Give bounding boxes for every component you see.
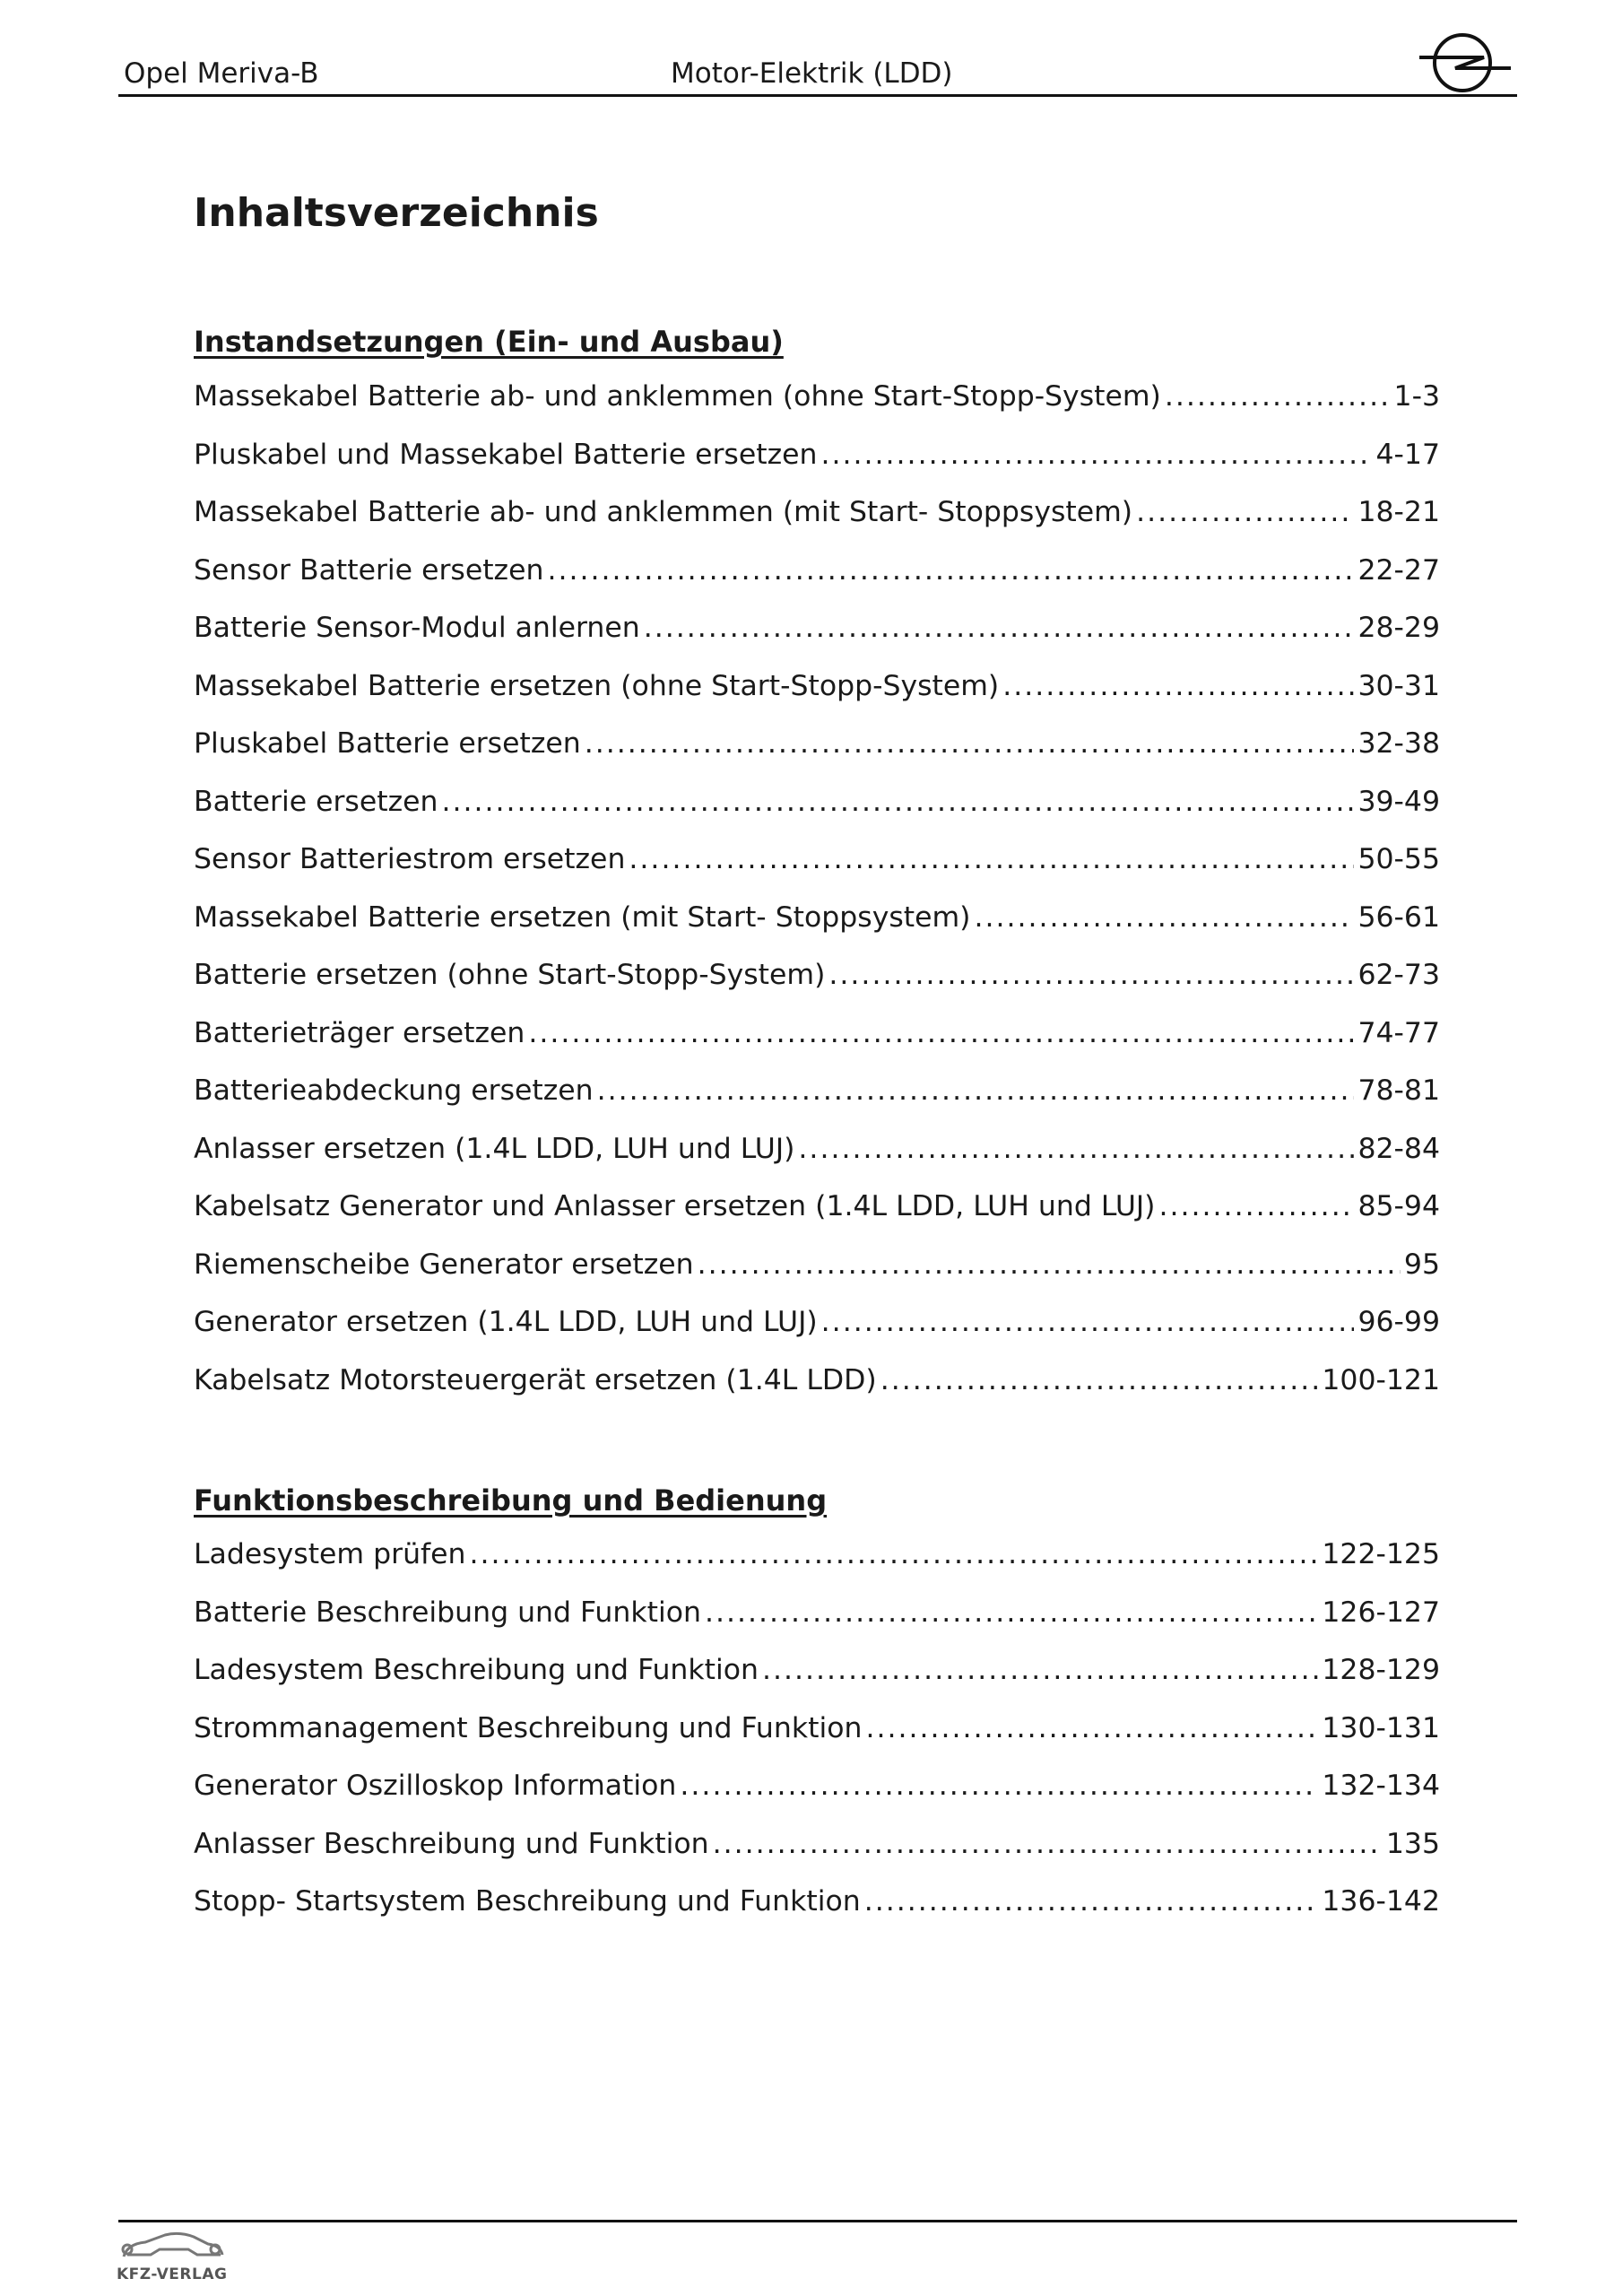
- toc-item-title: Pluskabel Batterie ersetzen: [194, 727, 581, 760]
- toc-item[interactable]: [194, 959, 1440, 1002]
- toc-leader-dots: [629, 843, 1354, 875]
- page-title: Inhaltsverzeichnis: [194, 190, 599, 236]
- opel-logo-icon: [1412, 27, 1515, 95]
- toc-item[interactable]: [194, 380, 1440, 423]
- toc-item[interactable]: [194, 1828, 1440, 1871]
- toc-item[interactable]: [194, 1306, 1440, 1349]
- toc-leader-dots: [469, 1538, 1318, 1570]
- toc-item[interactable]: [194, 554, 1440, 597]
- toc-leader-dots: [680, 1770, 1318, 1802]
- toc-leader-dots: [864, 1885, 1319, 1918]
- toc-item[interactable]: [194, 1133, 1440, 1176]
- toc-item[interactable]: [194, 843, 1440, 886]
- toc-leader-dots: [1002, 670, 1354, 702]
- header-chapter-title: Motor-Elektrik (LDD): [671, 57, 953, 90]
- toc-item-title: Massekabel Batterie ersetzen (mit Start- Stoppsystem): [194, 901, 971, 934]
- toc-item-title: Batterie Sensor-Modul anlernen: [194, 612, 640, 644]
- toc-leader-dots: [1158, 1190, 1354, 1222]
- toc-item-title: Kabelsatz Generator und Anlasser ersetzen (1.4L LDD, LUH und LUJ): [194, 1190, 1156, 1222]
- toc-leader-dots: [528, 1017, 1354, 1049]
- toc-item-page: 50-55: [1357, 843, 1440, 875]
- toc-item-page: 128-129: [1322, 1654, 1440, 1686]
- toc-item-page: 100-121: [1322, 1364, 1440, 1396]
- toc-item[interactable]: [194, 612, 1440, 655]
- toc-item-title: Strommanagement Beschreibung und Funktion: [194, 1712, 863, 1744]
- toc-item-title: Ladesystem prüfen: [194, 1538, 466, 1570]
- toc-item[interactable]: [194, 496, 1440, 539]
- toc-item-title: Sensor Batterie ersetzen: [194, 554, 544, 587]
- toc-item[interactable]: [194, 1017, 1440, 1060]
- toc-item-page: 136-142: [1322, 1885, 1440, 1918]
- toc-leader-dots: [705, 1596, 1318, 1629]
- toc-item[interactable]: [194, 1364, 1440, 1407]
- toc-item-title: Anlasser Beschreibung und Funktion: [194, 1828, 709, 1860]
- toc-item-title: Batterie ersetzen (ohne Start-Stopp-System): [194, 959, 826, 991]
- toc-item[interactable]: [194, 670, 1440, 713]
- toc-leader-dots: [1165, 380, 1391, 413]
- toc-item-page: 22-27: [1357, 554, 1440, 587]
- toc-item-title: Generator ersetzen (1.4L LDD, LUH und LUJ): [194, 1306, 818, 1338]
- toc-item-title: Sensor Batteriestrom ersetzen: [194, 843, 626, 875]
- header-vehicle-model: Opel Meriva-B: [124, 57, 319, 90]
- header-divider: [118, 94, 1517, 97]
- toc-leader-dots: [820, 439, 1372, 471]
- toc-item-page: 132-134: [1322, 1770, 1440, 1802]
- toc-item-title: Stopp- Startsystem Beschreibung und Funktion: [194, 1885, 861, 1918]
- toc-item-page: 135: [1385, 1828, 1440, 1860]
- toc-leader-dots: [974, 901, 1354, 934]
- toc-item[interactable]: [194, 1538, 1440, 1581]
- toc-leader-dots: [821, 1306, 1355, 1338]
- toc-leader-dots: [713, 1828, 1383, 1860]
- toc-item-page: 126-127: [1322, 1596, 1440, 1629]
- toc-item-title: Generator Oszilloskop Information: [194, 1770, 677, 1802]
- footer-brand: KFZ-VERLAG: [117, 2266, 228, 2283]
- toc-item[interactable]: [194, 1770, 1440, 1813]
- toc-item-title: Ladesystem Beschreibung und Funktion: [194, 1654, 759, 1686]
- toc-item-page: 130-131: [1322, 1712, 1440, 1744]
- toc-item-title: Riemenscheibe Generator ersetzen: [194, 1248, 694, 1281]
- toc-item-page: 28-29: [1357, 612, 1440, 644]
- toc-leader-dots: [547, 554, 1354, 587]
- toc-item[interactable]: [194, 727, 1440, 770]
- toc-leader-dots: [828, 959, 1354, 991]
- toc-item-title: Massekabel Batterie ersetzen (ohne Start-Stopp-System): [194, 670, 1000, 702]
- toc-leader-dots: [1136, 496, 1354, 528]
- toc-item-page: 96-99: [1357, 1306, 1440, 1338]
- toc-item-title: Batterie ersetzen: [194, 786, 438, 818]
- toc-item[interactable]: [194, 1712, 1440, 1755]
- toc-leader-dots: [441, 786, 1354, 818]
- toc-item-page: 1-3: [1393, 380, 1440, 413]
- toc-item-title: Massekabel Batterie ab- und anklemmen (mit Start- Stoppsystem): [194, 496, 1133, 528]
- footer-divider: [118, 2220, 1517, 2222]
- toc-item[interactable]: [194, 901, 1440, 944]
- toc-item-page: 74-77: [1357, 1017, 1440, 1049]
- toc-item-page: 122-125: [1322, 1538, 1440, 1570]
- toc-leader-dots: [798, 1133, 1354, 1165]
- toc-item[interactable]: [194, 1596, 1440, 1639]
- toc-leader-dots: [698, 1248, 1401, 1281]
- section-heading-funktionsbeschreibung: Funktionsbeschreibung und Bedienung: [194, 1483, 828, 1518]
- toc-item-page: 18-21: [1357, 496, 1440, 528]
- toc-item-title: Batterieabdeckung ersetzen: [194, 1074, 594, 1107]
- toc-item-page: 32-38: [1357, 727, 1440, 760]
- toc-leader-dots: [762, 1654, 1318, 1686]
- toc-item-page: 82-84: [1357, 1133, 1440, 1165]
- toc-item-title: Batterie Beschreibung und Funktion: [194, 1596, 701, 1629]
- toc-item-title: Pluskabel und Massekabel Batterie ersetzen: [194, 439, 818, 471]
- toc-item-page: 85-94: [1357, 1190, 1440, 1222]
- toc-item[interactable]: [194, 1190, 1440, 1233]
- toc-item-title: Kabelsatz Motorsteuergerät ersetzen (1.4L LDD): [194, 1364, 877, 1396]
- toc-leader-dots: [597, 1074, 1355, 1107]
- toc-item-title: Massekabel Batterie ab- und anklemmen (ohne Start-Stopp-System): [194, 380, 1161, 413]
- toc-leader-dots: [644, 612, 1355, 644]
- toc-item-page: 30-31: [1357, 670, 1440, 702]
- toc-leader-dots: [585, 727, 1355, 760]
- toc-item-page: 4-17: [1375, 439, 1440, 471]
- toc-item[interactable]: [194, 786, 1440, 829]
- toc-leader-dots: [865, 1712, 1318, 1744]
- section-heading-instandsetzungen: Instandsetzungen (Ein- und Ausbau): [194, 325, 784, 359]
- toc-item-page: 78-81: [1357, 1074, 1440, 1107]
- toc-item-page: 39-49: [1357, 786, 1440, 818]
- toc-leader-dots: [880, 1364, 1319, 1396]
- toc-item[interactable]: [194, 1654, 1440, 1697]
- toc-item-title: Batterieträger ersetzen: [194, 1017, 525, 1049]
- page-header: [118, 56, 1517, 93]
- toc-item-page: 56-61: [1357, 901, 1440, 934]
- toc-item-page: 62-73: [1357, 959, 1440, 991]
- toc-item[interactable]: [194, 1248, 1440, 1292]
- toc-item-title: Anlasser ersetzen (1.4L LDD, LUH und LUJ): [194, 1133, 795, 1165]
- toc-item[interactable]: [194, 1885, 1440, 1928]
- toc-item-page: 95: [1403, 1248, 1440, 1281]
- toc-item[interactable]: [194, 1074, 1440, 1118]
- toc-item[interactable]: [194, 439, 1440, 482]
